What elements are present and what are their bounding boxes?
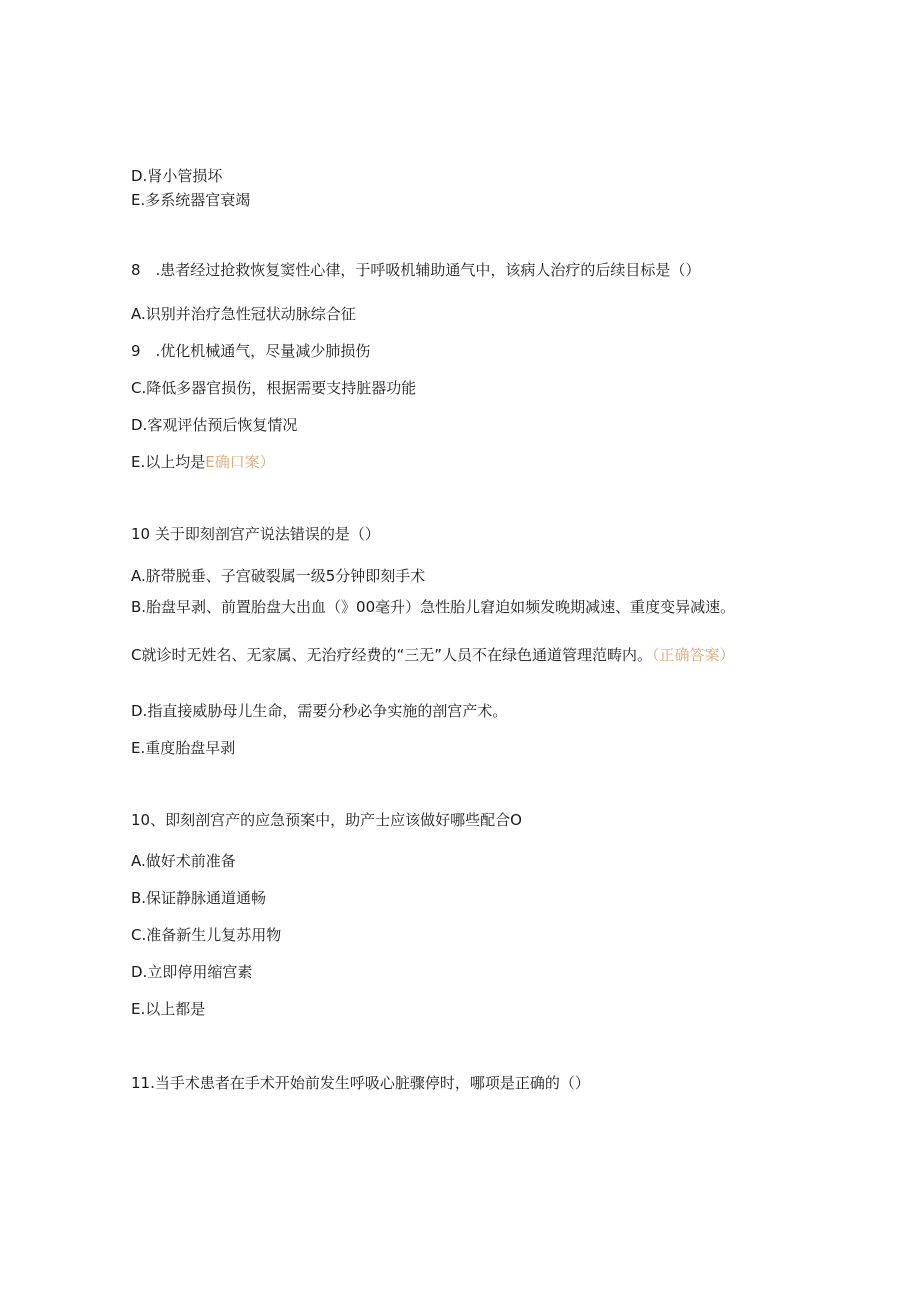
option-e-all-above: E.以上都是 [131, 1000, 206, 1018]
option-d-prognosis: D.客观评估预后恢复情况 [131, 416, 298, 434]
option-c-text: C就诊时无姓名、无家属、无治疗经费的“三无”人员不在绿色通道管理范畴内。 [131, 646, 653, 664]
option-a-acs: A.识别并治疗急性冠状动脉综合征 [131, 305, 356, 323]
option-b-placental-abruption: B.胎盘早剥、前置胎盘大出血（》00毫升）急性胎儿窘迫如频发晚期减速、重度变异减速。 [131, 598, 736, 616]
option-d-renal-tubule: D.肾小管损坏 [131, 167, 223, 185]
question-10-text: 10 关于即刻剖宫产说法错误的是（） [131, 525, 380, 543]
option-e-all-above [131, 450, 275, 474]
question-8-text: 8 .患者经过抢救恢复窦性心律，于呼吸机辅助通气中，该病人治疗的后续目标是（） [131, 261, 701, 279]
option-d-definition: D.指直接威胁母儿生命，需要分秒必争实施的剖宫产术。 [131, 702, 508, 720]
option-c-resuscitation: C.准备新生儿复苏用物 [131, 926, 282, 944]
option-e-text: E.以上均是 [131, 453, 206, 471]
option-c-reduce-organ-injury: C.降低多器官损伤，根据需要支持脏器功能 [131, 379, 417, 397]
option-d-stop-oxytocin: D.立即停用缩宫素 [131, 963, 253, 981]
correct-answer-mark: （正确答案） [652, 646, 735, 664]
option-e-severe-abruption: E.重度胎盘早剥 [131, 739, 236, 757]
question-11-text: 11.当手术患者在手术开始前发生呼吸心脏骤停时，哪项是正确的（） [131, 1074, 590, 1092]
option-b-iv-access: B.保证静脉通道通畅 [131, 889, 267, 907]
question-9-optimize-ventilation: 9 .优化机械通气，尽量减少肺损伤 [131, 342, 371, 360]
option-e-multi-organ-failure: E.多系统器官衰竭 [131, 191, 251, 209]
option-c-three-no-personnel [131, 643, 781, 667]
option-a-cord-prolapse: A.脐带脱垂、子宫破裂属一级5分钟即刻手术 [131, 567, 426, 585]
question-10b-text: 10、即刻剖宫产的应急预案中，助产士应该做好哪些配合O [131, 811, 522, 829]
correct-answer-mark: E确口案） [205, 453, 275, 471]
option-a-preop: A.做好术前准备 [131, 852, 236, 870]
